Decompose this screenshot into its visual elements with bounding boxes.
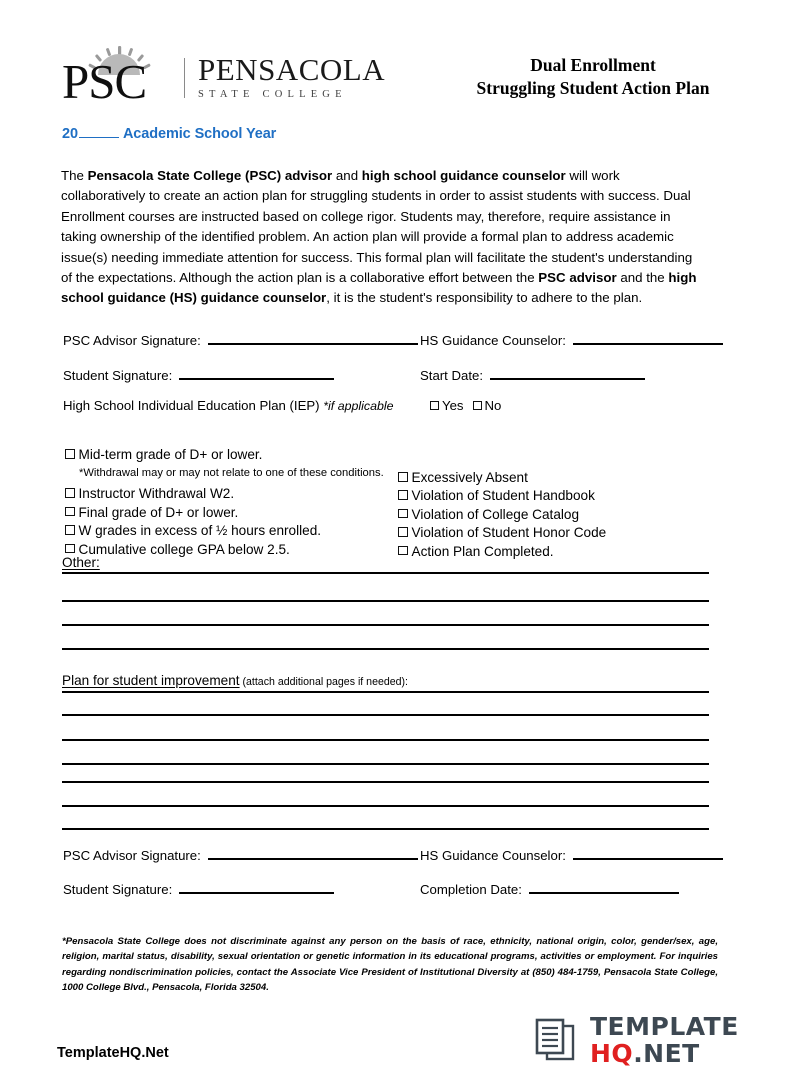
templatehq-logo bbox=[534, 1014, 739, 1066]
psc-logo bbox=[62, 46, 385, 102]
checkbox-item[interactable] bbox=[398, 506, 606, 523]
student-signature-row-top bbox=[63, 366, 334, 383]
intro-bold-psc-advisor-2: PSC advisor bbox=[538, 270, 617, 286]
plan-line-7[interactable] bbox=[62, 828, 709, 830]
intro-paragraph bbox=[61, 166, 697, 309]
templatehq-wordmark bbox=[590, 1014, 739, 1066]
other-line-1[interactable] bbox=[62, 572, 709, 574]
other-label: Other: bbox=[62, 555, 100, 570]
logo-state-college-text: STATE COLLEGE bbox=[198, 89, 347, 100]
sunburst-icon bbox=[62, 46, 180, 102]
hs-counselor-label-bottom: HS Guidance Counselor: bbox=[420, 848, 566, 863]
logo-pensacola-text: PENSACOLA bbox=[198, 52, 386, 87]
checkbox-label: Violation of Student Handbook bbox=[411, 488, 595, 504]
iep-row bbox=[63, 398, 394, 413]
checkbox-item[interactable] bbox=[398, 543, 606, 560]
checkbox-label: Mid-term grade of D+ or lower. bbox=[78, 447, 263, 462]
checkbox-label: Cumulative college GPA below 2.5. bbox=[78, 541, 290, 557]
year-blank-field[interactable] bbox=[79, 124, 119, 138]
plan-line-4[interactable] bbox=[62, 763, 709, 765]
academic-year-line bbox=[62, 124, 276, 142]
plan-line-2[interactable] bbox=[62, 714, 709, 716]
student-signature-label-bottom: Student Signature: bbox=[63, 882, 173, 897]
checkbox-label: Instructor Withdrawal W2. bbox=[78, 486, 235, 502]
plan-line-3[interactable] bbox=[62, 739, 709, 741]
checkbox-violation-handbook[interactable] bbox=[398, 490, 408, 500]
checkbox-midterm-grade[interactable] bbox=[65, 449, 75, 459]
templatehq-hq-text: HQ bbox=[590, 1039, 634, 1068]
plan-note: (attach additional pages if needed): bbox=[239, 676, 409, 688]
checkbox-item[interactable] bbox=[65, 522, 384, 539]
logo-wordmark bbox=[198, 54, 385, 102]
student-signature-row-bottom bbox=[63, 880, 334, 897]
hs-counselor-signature-row-top bbox=[420, 331, 723, 348]
other-line-2[interactable] bbox=[62, 600, 709, 602]
checkbox-item[interactable] bbox=[65, 485, 384, 502]
hs-counselor-signature-row-bottom bbox=[420, 846, 723, 863]
footer-site-text: TemplateHQ.Net bbox=[57, 1045, 169, 1061]
checkbox-label: W grades in excess of ½ hours enrolled. bbox=[78, 523, 322, 539]
psc-mark bbox=[62, 46, 180, 102]
iep-yesno-group bbox=[430, 398, 501, 413]
year-prefix: 20 bbox=[62, 126, 78, 142]
iep-yes-label: Yes bbox=[442, 398, 464, 413]
withdrawal-note: *Withdrawal may or may not relate to one of these conditions. bbox=[79, 467, 384, 480]
checkbox-excessively-absent[interactable] bbox=[398, 472, 408, 482]
psc-advisor-signature-row-top bbox=[63, 331, 418, 348]
checkbox-column-right bbox=[398, 469, 606, 561]
iep-label: High School Individual Education Plan (IEP) bbox=[63, 398, 324, 413]
psc-advisor-signature-field-top[interactable] bbox=[208, 331, 418, 345]
iep-yes-option[interactable] bbox=[430, 398, 464, 413]
plan-line-5[interactable] bbox=[62, 781, 709, 783]
intro-seg-4: and the bbox=[616, 270, 669, 286]
iep-no-label: No bbox=[484, 398, 502, 413]
title-line-2: Struggling Student Action Plan bbox=[476, 78, 710, 98]
plan-label: Plan for student improvement bbox=[62, 673, 240, 688]
documents-icon bbox=[534, 1018, 582, 1062]
checkbox-violation-catalog[interactable] bbox=[398, 509, 408, 519]
other-section-heading bbox=[62, 555, 100, 570]
plan-section-heading bbox=[62, 673, 408, 688]
completion-date-row bbox=[420, 880, 679, 897]
psc-advisor-signature-label-bottom: PSC Advisor Signature: bbox=[63, 848, 201, 863]
year-suffix: Academic School Year bbox=[122, 126, 277, 142]
svg-text:PSC: PSC bbox=[62, 54, 147, 102]
intro-bold-psc-advisor: Pensacola State College (PSC) advisor bbox=[87, 168, 333, 183]
templatehq-line-hqnet bbox=[590, 1041, 739, 1066]
checkbox-item[interactable] bbox=[65, 504, 384, 521]
hs-counselor-field-bottom[interactable] bbox=[573, 846, 723, 860]
other-line-3[interactable] bbox=[62, 624, 709, 626]
iep-no-option[interactable] bbox=[473, 398, 502, 413]
intro-seg-5: , it is the student's responsibility to adhere to the plan. bbox=[326, 290, 643, 306]
psc-advisor-signature-field-bottom[interactable] bbox=[208, 846, 418, 860]
checkbox-instructor-withdrawal[interactable] bbox=[65, 488, 75, 498]
psc-advisor-signature-label-top: PSC Advisor Signature: bbox=[63, 333, 201, 348]
checkbox-final-grade[interactable] bbox=[65, 507, 75, 517]
completion-date-field[interactable] bbox=[529, 880, 679, 894]
start-date-label: Start Date: bbox=[420, 368, 484, 383]
other-line-4[interactable] bbox=[62, 648, 709, 650]
intro-bold-hs-counselor: high school guidance counselor bbox=[361, 168, 566, 183]
checkbox-item[interactable] bbox=[398, 524, 606, 541]
hs-counselor-field-top[interactable] bbox=[573, 331, 723, 345]
iep-yes-checkbox[interactable] bbox=[430, 401, 439, 410]
plan-line-1[interactable] bbox=[62, 691, 709, 693]
hs-counselor-label-top: HS Guidance Counselor: bbox=[420, 333, 566, 348]
checkbox-label: Action Plan Completed. bbox=[411, 543, 554, 559]
start-date-row bbox=[420, 366, 645, 383]
checkbox-item[interactable] bbox=[398, 487, 606, 504]
document-header bbox=[0, 0, 800, 118]
templatehq-line-template: TEMPLATE bbox=[590, 1012, 739, 1041]
logo-divider bbox=[184, 58, 185, 98]
completion-date-label: Completion Date: bbox=[420, 882, 522, 897]
student-signature-field-top[interactable] bbox=[179, 366, 334, 380]
nondiscrimination-disclaimer: *Pensacola State College does not discriminate against any person on the basis of race, ethnicity, national origin, color, gender/sex, age, religion, marital status, disability, sexual orientation or genetic information in its educational programs, activities or employment. For inquiries regarding nondiscrimination policies, contact the Associate Vice President of Institutional Diversity at (850) 484-1759, Pensacola State College, 1000 College Blvd., Pensacola, Florida 32504. bbox=[62, 936, 718, 994]
checkbox-column-left bbox=[65, 446, 384, 559]
document-title bbox=[428, 54, 758, 100]
title-line-1: Dual Enrollment bbox=[530, 55, 656, 75]
intro-seg-1: The bbox=[61, 168, 88, 183]
checkbox-item[interactable] bbox=[65, 446, 384, 463]
checkbox-label: Final grade of D+ or lower. bbox=[78, 504, 239, 520]
checkbox-item[interactable] bbox=[65, 541, 384, 558]
checkbox-w-grades-excess[interactable] bbox=[65, 525, 75, 535]
psc-advisor-signature-row-bottom bbox=[63, 846, 418, 863]
student-signature-label-top: Student Signature: bbox=[63, 368, 173, 383]
templatehq-net-text: .NET bbox=[633, 1039, 700, 1068]
iep-no-checkbox[interactable] bbox=[473, 401, 482, 410]
checkbox-cumulative-gpa[interactable] bbox=[65, 544, 75, 554]
checkbox-violation-honor-code[interactable] bbox=[398, 527, 408, 537]
iep-note: *if applicable bbox=[323, 399, 394, 413]
student-signature-field-bottom[interactable] bbox=[179, 880, 334, 894]
checkbox-label: Violation of Student Honor Code bbox=[411, 525, 607, 541]
plan-line-6[interactable] bbox=[62, 805, 709, 807]
intro-seg-3: will work collaboratively to create an action plan for struggling students in order to assist students with success. Dual Enrollment courses are instructed based on college rigor. Students may, therefore, require assistance in taking ownership of the identified problem. An action plan will provide a formal plan to address academic issue(s) needing immediate attention for success. This formal plan will facilitate the student's understanding of the expectations. Although the action plan is a collaborative effort between the bbox=[61, 168, 693, 286]
start-date-field[interactable] bbox=[490, 366, 645, 380]
checkbox-label: Excessively Absent bbox=[411, 470, 528, 485]
checkbox-action-plan-completed[interactable] bbox=[398, 546, 408, 556]
intro-bold-hs-guidance: high school guidance (HS) guidance counselor bbox=[61, 270, 697, 306]
checkbox-item[interactable] bbox=[398, 469, 606, 486]
intro-seg-2: and bbox=[332, 168, 362, 183]
checkbox-label: Violation of College Catalog bbox=[411, 506, 580, 522]
